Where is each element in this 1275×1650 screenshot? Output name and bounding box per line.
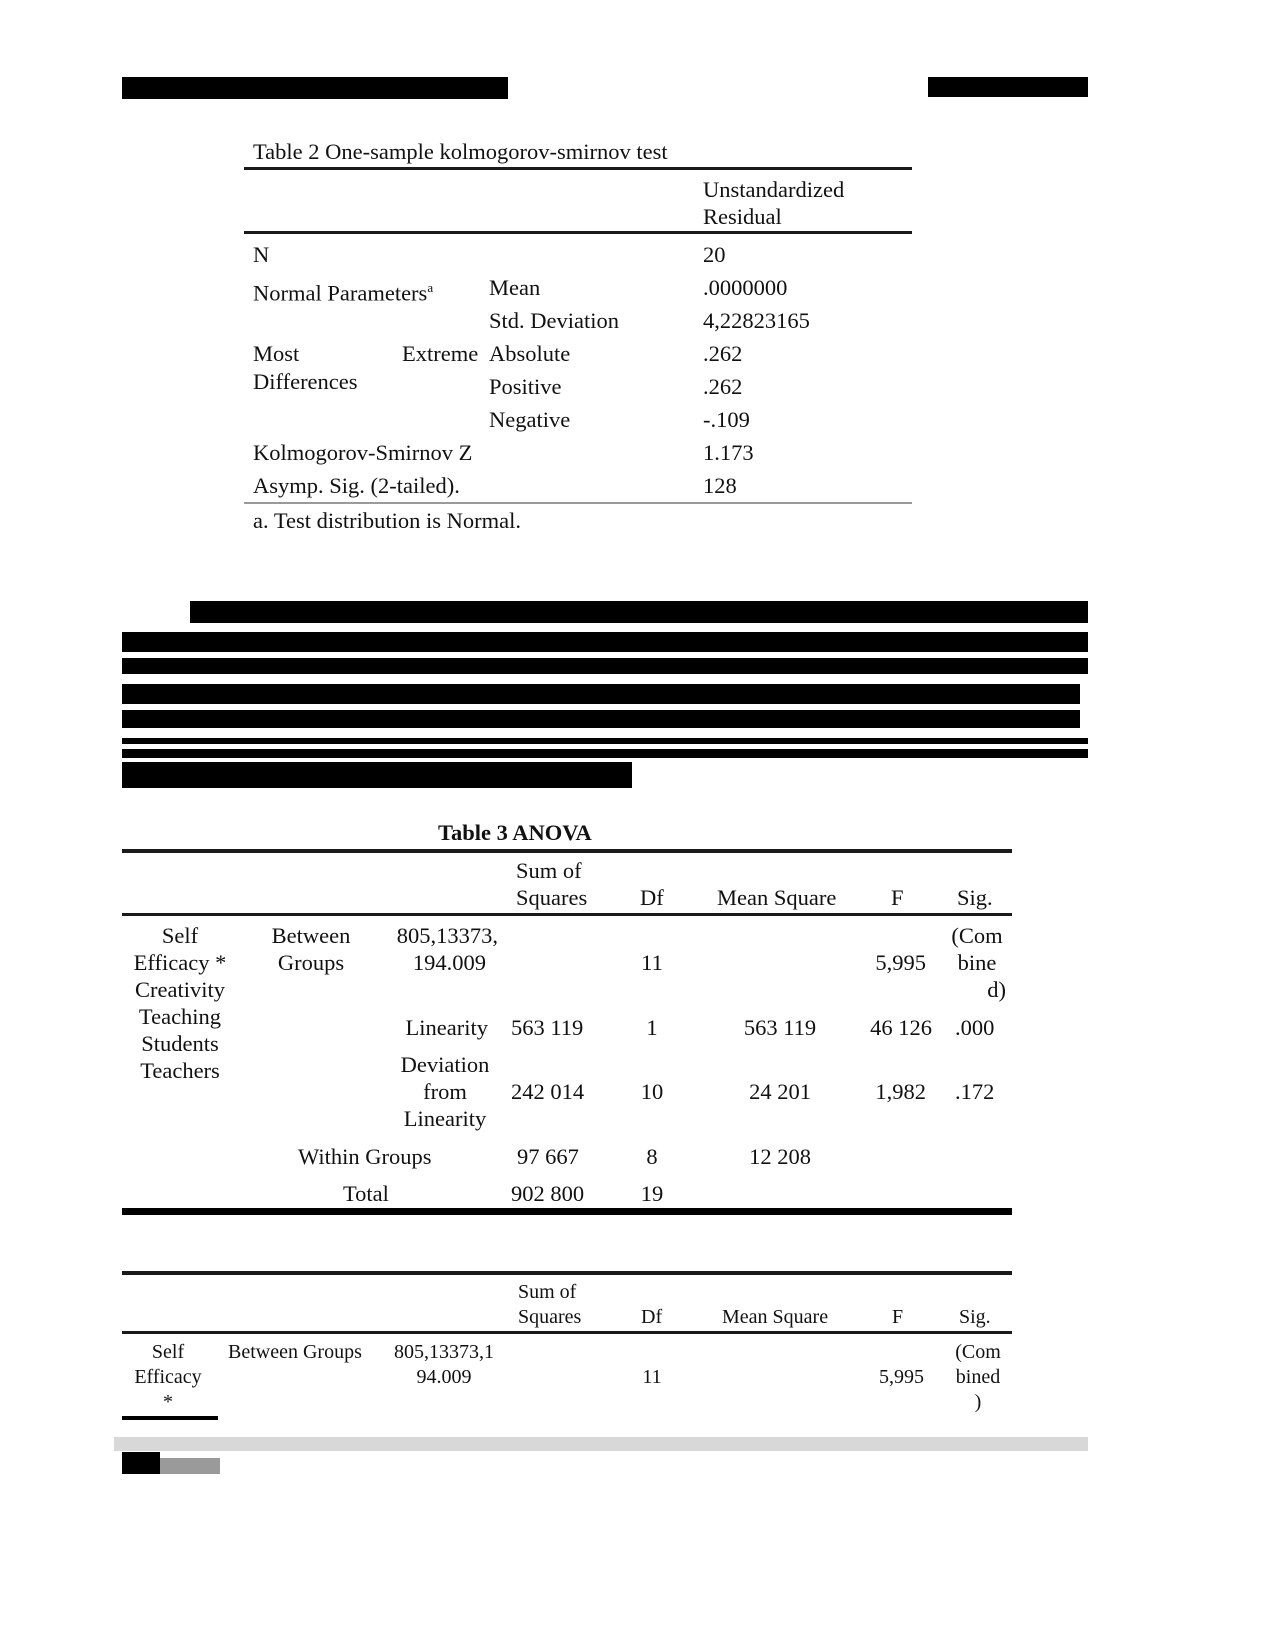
table2-footnote: a. Test distribution is Normal. [253,508,521,533]
linearity-mean-sq: 563 119 [743,1015,817,1040]
linearity-df: 1 [646,1015,658,1040]
total-df: 19 [640,1181,664,1206]
header-sig: Sig. [957,885,993,910]
table2-row-sublabel: Std. Deviation [489,308,619,333]
table2-col-header-1: Unstandardized [703,177,845,202]
header-sum-of-squares-1: Sum of [518,1281,577,1303]
row-group-label: Self Efficacy * [134,1341,202,1413]
deviation-source: Deviation from Linearity [400,1052,490,1131]
header-f: F [891,885,904,910]
combined-source: 805,13373,1 94.009 [394,1341,494,1388]
combined-source: 805,13373, 194.009 [396,923,498,975]
linearity-sum-sq: 563 119 [511,1015,584,1040]
table2-row-label-extreme: Extreme [402,341,479,366]
within-groups-sum-sq: 97 667 [517,1144,579,1169]
table2-row-value: .262 [703,341,743,366]
page-number-redacted [122,1452,160,1474]
deviation-sig: .172 [955,1079,995,1104]
table2-row-sublabel: Absolute [489,341,571,366]
table2-bottom-rule [244,502,912,504]
within-groups-mean-sq: 12 208 [749,1144,811,1169]
total-label: Total [343,1181,389,1206]
deviation-sum-sq: 242 014 [511,1079,585,1104]
row-group-label: Self Efficacy * Creativity Teaching Students Teachers [133,923,227,1083]
combined-f: 5,995 [875,950,926,975]
deviation-mean-sq: 24 201 [749,1079,811,1104]
table2-row-value: 128 [703,473,737,498]
within-groups-df: 8 [646,1144,658,1169]
table2-row-sublabel: Positive [489,374,562,399]
table2-header-rule [244,231,912,234]
header-df: Df [641,1306,663,1328]
table3-top-rule [122,849,1012,853]
header-sum-of-squares-1: Sum of [516,858,582,883]
header-right-redacted [928,77,1088,97]
table2-row-label: Most [253,341,300,366]
header-df: Df [640,885,664,910]
linearity-source: Linearity [405,1015,488,1040]
linearity-sig: .000 [955,1015,995,1040]
table2-row-label: Differences [253,369,358,394]
header-mean-square: Mean Square [717,885,837,910]
table2-row-value: 1.173 [703,440,754,465]
header-sum-of-squares-2: Squares [518,1306,582,1328]
combined-f: 5,995 [879,1366,924,1388]
within-groups-label: Within Groups [298,1144,432,1169]
table3c-header-rule [122,1331,1012,1334]
between-groups-label: Between Groups [228,1341,362,1363]
header-f: F [892,1306,904,1328]
footnote-marker: a [427,280,434,295]
table2-row-value: -.109 [703,407,750,432]
table2-row-sublabel: Negative [489,407,571,432]
total-sum-sq: 902 800 [511,1181,585,1206]
header-sig: Sig. [959,1306,991,1328]
footer-mark [160,1458,220,1474]
table3-caption: Table 3 ANOVA [438,820,592,845]
footer-bar [114,1437,1088,1451]
table3c-top-rule [122,1271,1012,1275]
table2-row-sublabel: Mean [489,275,541,300]
table2-row-value: 4,22823165 [703,308,810,333]
header-mean-square: Mean Square [722,1306,829,1328]
table2-row-value: .0000000 [703,275,788,300]
normal-parameters-label: Normal Parameters [253,280,428,306]
table2-row-value: .262 [703,374,743,399]
table3-bottom-rule [122,1208,1012,1215]
between-groups-label: Between Groups [271,923,351,975]
combined-sig: (Com bined ) [955,1341,1001,1413]
header-left-redacted [122,77,508,99]
table2-caption: Table 2 One-sample kolmogorov-smirnov test [253,139,668,164]
deviation-f: 1,982 [875,1079,926,1104]
table2-row-label: Kolmogorov-Smirnov Z [253,440,473,465]
linearity-f: 46 126 [870,1015,932,1040]
deviation-df: 10 [640,1079,664,1104]
combined-df: 11 [641,950,663,975]
combined-df: 11 [642,1366,662,1388]
table2-top-rule [244,167,912,170]
table2-col-header-2: Residual [703,204,782,229]
table2-row-label: N [253,242,270,267]
header-sum-of-squares-2: Squares [516,885,588,910]
table2-row-value: 20 [703,242,726,267]
table3c-partial-rule [122,1416,218,1420]
table3-header-rule [122,913,1012,916]
table2-row-label [253,274,433,307]
table2-row-label: Asymp. Sig. (2-tailed). [253,473,460,498]
combined-sig: (Com bine d) [951,923,1006,1002]
